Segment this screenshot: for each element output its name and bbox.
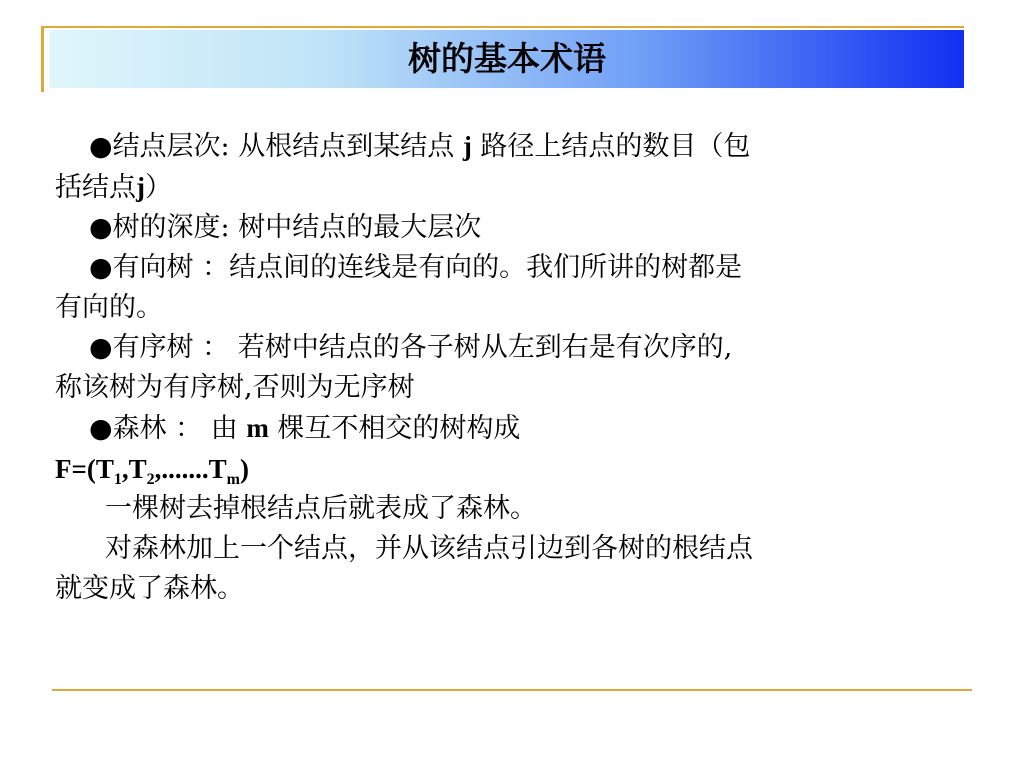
text-line: 一棵树去掉根结点后就表成了森林。: [105, 493, 537, 524]
text-line: 括结点j）: [55, 172, 172, 203]
slide-title: 树的基本术语: [408, 39, 606, 78]
forest-formula: $F=(T_1,T_2,.......T_m)$: [55, 454, 249, 488]
text-line: 对森林加上一个结点，并从该结点引边到各树的根结点: [105, 533, 753, 564]
bullet-forest: ●森林 ： 由 m 棵互不相交的树构成: [89, 413, 521, 444]
title-top-rule: [44, 26, 964, 28]
bullet-directed-tree: ●有向树 ：结点间的连线是有向的。我们所讲的树都是: [89, 252, 743, 283]
text-line: 有向的。: [55, 292, 163, 323]
bullet-icon: ●: [89, 413, 113, 444]
bullet-icon: ●: [89, 332, 113, 363]
bullet-tree-depth: ●树的深度: 树中结点的最大层次: [89, 212, 482, 243]
text-line: 就变成了森林。: [55, 573, 244, 604]
bullet-icon: ●: [89, 212, 113, 243]
bullet-ordered-tree: ●有序树 ： 若树中结点的各子树从左到右是有次序的,: [89, 332, 733, 363]
bullet-icon: ●: [89, 252, 113, 283]
bullet-icon: ●: [89, 131, 113, 162]
footer-rule: [52, 689, 972, 691]
bullet-node-level: ●结点层次: 从根结点到某结点 j 路径上结点的数目（包: [89, 131, 751, 162]
text-line: 称该树为有序树,否则为无序树: [55, 372, 415, 403]
slide-body: [55, 126, 955, 609]
title-accent-bar: [41, 26, 44, 92]
